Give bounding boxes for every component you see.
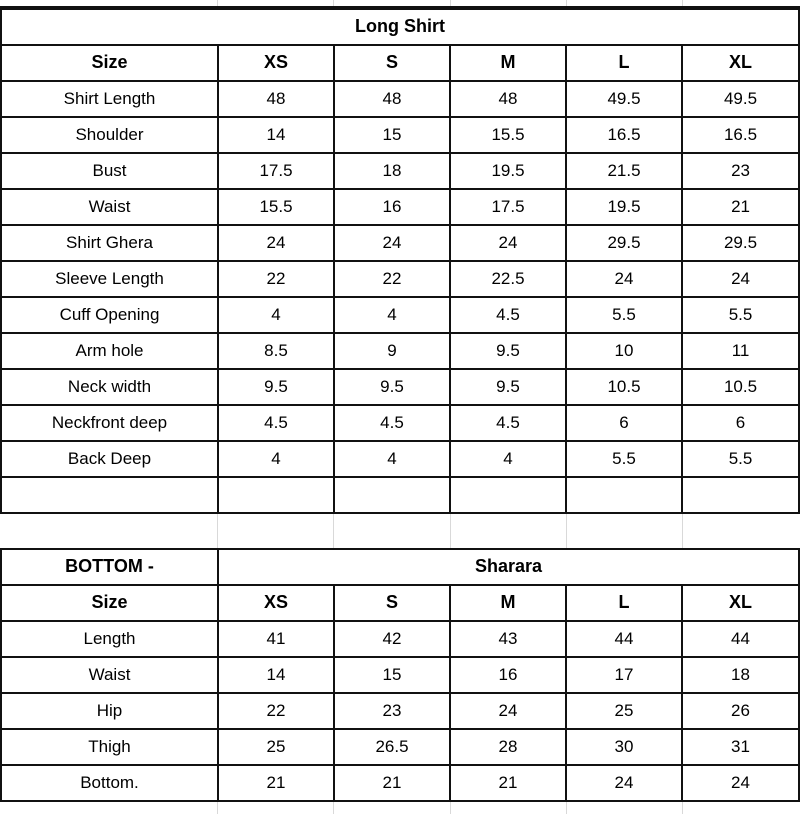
table-row bbox=[1, 729, 799, 765]
spacer-cell bbox=[566, 514, 682, 548]
measurement-value: 6 bbox=[566, 405, 682, 441]
measurement-label: Sleeve Length bbox=[1, 261, 218, 297]
spacer-cell bbox=[450, 802, 566, 814]
measurement-value: 24 bbox=[566, 261, 682, 297]
measurement-value: 21 bbox=[334, 765, 450, 801]
table-row-empty bbox=[1, 477, 799, 513]
measurement-value: 44 bbox=[566, 621, 682, 657]
measurement-value: 11 bbox=[682, 333, 799, 369]
measurement-value: 31 bbox=[682, 729, 799, 765]
bottom-partial-row bbox=[0, 802, 800, 814]
table-row bbox=[1, 153, 799, 189]
column-header-xl: XL bbox=[682, 585, 799, 621]
table-row bbox=[1, 369, 799, 405]
spacer-cell bbox=[0, 0, 218, 7]
measurement-value: 21 bbox=[218, 765, 334, 801]
measurement-value: 9 bbox=[334, 333, 450, 369]
measurement-value: 18 bbox=[334, 153, 450, 189]
measurement-value: 15 bbox=[334, 117, 450, 153]
measurement-value: 25 bbox=[566, 693, 682, 729]
table-row bbox=[1, 405, 799, 441]
long-shirt-table bbox=[0, 8, 800, 514]
measurement-label: Waist bbox=[1, 657, 218, 693]
measurement-value: 24 bbox=[682, 765, 799, 801]
measurement-value: 26.5 bbox=[334, 729, 450, 765]
measurement-value: 5.5 bbox=[566, 297, 682, 333]
measurement-value: 14 bbox=[218, 657, 334, 693]
column-header-xs: XS bbox=[218, 585, 334, 621]
empty-cell bbox=[682, 477, 799, 513]
empty-cell bbox=[450, 477, 566, 513]
measurement-value: 14 bbox=[218, 117, 334, 153]
measurement-value: 19.5 bbox=[566, 189, 682, 225]
measurement-value: 5.5 bbox=[682, 441, 799, 477]
measurement-label: Cuff Opening bbox=[1, 297, 218, 333]
table-header-row bbox=[1, 45, 799, 81]
measurement-value: 5.5 bbox=[566, 441, 682, 477]
table-row bbox=[1, 297, 799, 333]
measurement-value: 15.5 bbox=[218, 189, 334, 225]
measurement-label: Length bbox=[1, 621, 218, 657]
measurement-value: 29.5 bbox=[566, 225, 682, 261]
measurement-value: 17.5 bbox=[218, 153, 334, 189]
measurement-value: 26 bbox=[682, 693, 799, 729]
spacer-cell bbox=[0, 802, 218, 814]
column-header-m: M bbox=[450, 45, 566, 81]
spacer-cell bbox=[218, 0, 334, 7]
measurement-value: 23 bbox=[682, 153, 799, 189]
measurement-value: 9.5 bbox=[450, 333, 566, 369]
measurement-value: 4 bbox=[218, 297, 334, 333]
measurement-label: Shoulder bbox=[1, 117, 218, 153]
column-header-size: Size bbox=[1, 585, 218, 621]
measurement-value: 19.5 bbox=[450, 153, 566, 189]
table-header-row bbox=[1, 585, 799, 621]
measurement-value: 24 bbox=[334, 225, 450, 261]
table-row bbox=[1, 333, 799, 369]
table-row bbox=[1, 657, 799, 693]
measurement-value: 16 bbox=[450, 657, 566, 693]
measurement-value: 29.5 bbox=[682, 225, 799, 261]
measurement-value: 30 bbox=[566, 729, 682, 765]
measurement-value: 22 bbox=[218, 693, 334, 729]
measurement-value: 21 bbox=[682, 189, 799, 225]
table-row bbox=[1, 441, 799, 477]
measurement-value: 21.5 bbox=[566, 153, 682, 189]
spacer-cell bbox=[683, 514, 800, 548]
column-header-s: S bbox=[334, 585, 450, 621]
measurement-value: 49.5 bbox=[682, 81, 799, 117]
table-row bbox=[1, 765, 799, 801]
measurement-value: 16.5 bbox=[682, 117, 799, 153]
measurement-value: 5.5 bbox=[682, 297, 799, 333]
empty-cell bbox=[334, 477, 450, 513]
measurement-value: 44 bbox=[682, 621, 799, 657]
measurement-label: Arm hole bbox=[1, 333, 218, 369]
table-row bbox=[1, 621, 799, 657]
empty-cell bbox=[218, 477, 334, 513]
measurement-label: Hip bbox=[1, 693, 218, 729]
measurement-label: Waist bbox=[1, 189, 218, 225]
measurement-value: 6 bbox=[682, 405, 799, 441]
measurement-value: 22 bbox=[334, 261, 450, 297]
measurement-value: 17 bbox=[566, 657, 682, 693]
measurement-value: 16 bbox=[334, 189, 450, 225]
table-row bbox=[1, 225, 799, 261]
measurement-value: 15.5 bbox=[450, 117, 566, 153]
measurement-label: Bottom. bbox=[1, 765, 218, 801]
bottom-section-label: BOTTOM - bbox=[1, 549, 218, 585]
spacer-cell bbox=[0, 514, 218, 548]
long-shirt-title: Long Shirt bbox=[1, 9, 799, 45]
column-header-l: L bbox=[566, 585, 682, 621]
table-title-row bbox=[1, 549, 799, 585]
measurement-value: 43 bbox=[450, 621, 566, 657]
measurement-value: 24 bbox=[450, 225, 566, 261]
measurement-value: 4.5 bbox=[450, 297, 566, 333]
measurement-value: 8.5 bbox=[218, 333, 334, 369]
measurement-value: 4.5 bbox=[334, 405, 450, 441]
spacer-cell bbox=[566, 0, 682, 7]
spacer-cell bbox=[218, 802, 334, 814]
measurement-value: 21 bbox=[450, 765, 566, 801]
column-header-xs: XS bbox=[218, 45, 334, 81]
spacer-cell bbox=[683, 0, 800, 7]
measurement-value: 48 bbox=[450, 81, 566, 117]
measurement-value: 17.5 bbox=[450, 189, 566, 225]
spacer-cell bbox=[334, 0, 450, 7]
measurement-value: 48 bbox=[334, 81, 450, 117]
measurement-value: 4 bbox=[218, 441, 334, 477]
measurement-label: Shirt Length bbox=[1, 81, 218, 117]
measurement-value: 9.5 bbox=[450, 369, 566, 405]
table-row bbox=[1, 693, 799, 729]
measurement-value: 10.5 bbox=[566, 369, 682, 405]
empty-cell bbox=[566, 477, 682, 513]
column-header-m: M bbox=[450, 585, 566, 621]
measurement-value: 22.5 bbox=[450, 261, 566, 297]
empty-cell bbox=[1, 477, 218, 513]
spacer-cell bbox=[566, 802, 682, 814]
measurement-value: 4.5 bbox=[218, 405, 334, 441]
measurement-label: Neckfront deep bbox=[1, 405, 218, 441]
sharara-title: Sharara bbox=[218, 549, 799, 585]
table-row bbox=[1, 81, 799, 117]
column-header-xl: XL bbox=[682, 45, 799, 81]
measurement-value: 10.5 bbox=[682, 369, 799, 405]
table-gap-row bbox=[0, 514, 800, 548]
measurement-value: 24 bbox=[566, 765, 682, 801]
table-row bbox=[1, 117, 799, 153]
spacer-cell bbox=[334, 514, 450, 548]
measurement-label: Shirt Ghera bbox=[1, 225, 218, 261]
measurement-value: 15 bbox=[334, 657, 450, 693]
measurement-value: 4 bbox=[450, 441, 566, 477]
column-header-s: S bbox=[334, 45, 450, 81]
measurement-value: 9.5 bbox=[218, 369, 334, 405]
measurement-value: 16.5 bbox=[566, 117, 682, 153]
measurement-label: Thigh bbox=[1, 729, 218, 765]
measurement-value: 23 bbox=[334, 693, 450, 729]
spacer-cell bbox=[683, 802, 800, 814]
measurement-value: 18 bbox=[682, 657, 799, 693]
measurement-value: 48 bbox=[218, 81, 334, 117]
measurement-label: Neck width bbox=[1, 369, 218, 405]
sharara-table bbox=[0, 548, 800, 802]
table-row bbox=[1, 189, 799, 225]
measurement-value: 10 bbox=[566, 333, 682, 369]
measurement-value: 41 bbox=[218, 621, 334, 657]
measurement-label: Back Deep bbox=[1, 441, 218, 477]
spacer-cell bbox=[218, 514, 334, 548]
measurement-label: Bust bbox=[1, 153, 218, 189]
measurement-value: 24 bbox=[450, 693, 566, 729]
spacer-cell bbox=[334, 802, 450, 814]
table-row bbox=[1, 261, 799, 297]
measurement-value: 9.5 bbox=[334, 369, 450, 405]
measurement-value: 28 bbox=[450, 729, 566, 765]
measurement-value: 4.5 bbox=[450, 405, 566, 441]
measurement-value: 4 bbox=[334, 297, 450, 333]
measurement-value: 24 bbox=[682, 261, 799, 297]
spacer-cell bbox=[450, 514, 566, 548]
measurement-value: 25 bbox=[218, 729, 334, 765]
measurement-value: 24 bbox=[218, 225, 334, 261]
measurement-value: 49.5 bbox=[566, 81, 682, 117]
measurement-value: 22 bbox=[218, 261, 334, 297]
spacer-cell bbox=[450, 0, 566, 7]
measurement-value: 4 bbox=[334, 441, 450, 477]
top-partial-row bbox=[0, 0, 800, 8]
column-header-l: L bbox=[566, 45, 682, 81]
column-header-size: Size bbox=[1, 45, 218, 81]
table-title-row bbox=[1, 9, 799, 45]
measurement-value: 42 bbox=[334, 621, 450, 657]
